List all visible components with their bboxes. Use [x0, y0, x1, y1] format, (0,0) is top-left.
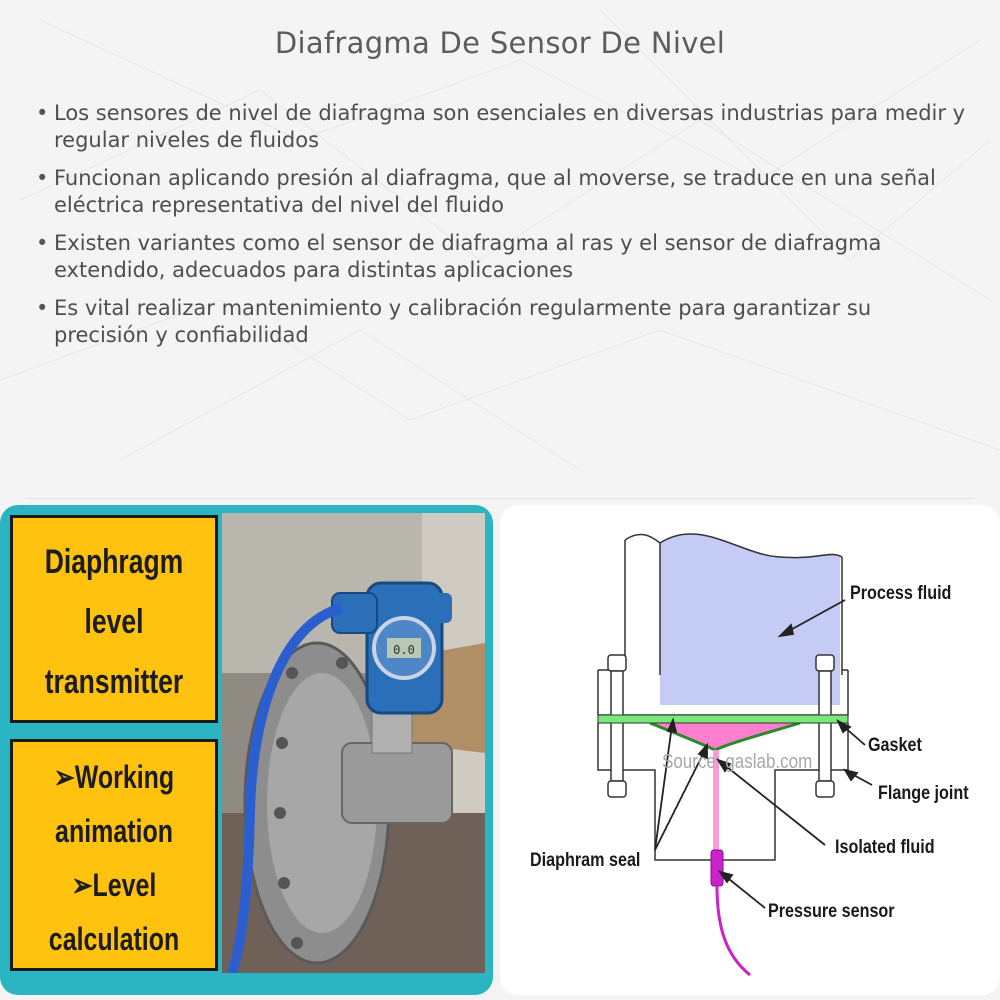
label-pressure-sensor: Pressure sensor — [768, 901, 895, 922]
diaphragm-diagram — [500, 505, 1000, 995]
label-diaphram-seal: Diaphram seal — [530, 850, 641, 871]
bullet-list — [32, 100, 972, 360]
title-card-line: transmitter — [44, 663, 184, 701]
topics-card-line: calculation — [48, 921, 180, 957]
topics-card-line: ➢Level — [71, 867, 157, 903]
transmitter-display-reading: 0.0 — [393, 643, 415, 657]
bullet-item: • Existen variantes como el sensor de diafragma al ras y el sensor de diafragma extendido, adecuados para distintas aplicaciones — [32, 230, 972, 284]
label-process-fluid: Process fluid — [850, 583, 952, 604]
diagram-drawing — [500, 505, 1000, 995]
topics-card-line: ➢Working — [53, 759, 175, 795]
topics-card — [10, 739, 218, 971]
page-title: Diafragma De Sensor De Nivel — [274, 26, 726, 60]
divider — [25, 498, 975, 499]
transmitter-photo-panel — [0, 505, 493, 995]
title-card-line: Diaphragm — [44, 543, 184, 581]
label-isolated-fluid: Isolated fluid — [835, 837, 935, 858]
label-gasket: Gasket — [868, 735, 922, 756]
transmitter-photo — [222, 513, 485, 973]
source-credit: Source: gaslab.com — [662, 751, 813, 773]
topics-card-line: animation — [55, 813, 173, 849]
bullet-item: • Es vital realizar mantenimiento y calibración regularmente para garantizar su precisión y confiabilidad — [32, 295, 972, 349]
bullet-item: • Los sensores de nivel de diafragma son esenciales en diversas industrias para medir y regular niveles de fluidos — [32, 100, 972, 154]
label-flange-joint: Flange joint — [878, 783, 969, 804]
title-card-line: level — [84, 603, 144, 641]
bullet-item: • Funcionan aplicando presión al diafragma, que al moverse, se traduce en una señal eléctrica representativa del nivel del fluido — [32, 165, 972, 219]
title-card — [10, 515, 218, 723]
